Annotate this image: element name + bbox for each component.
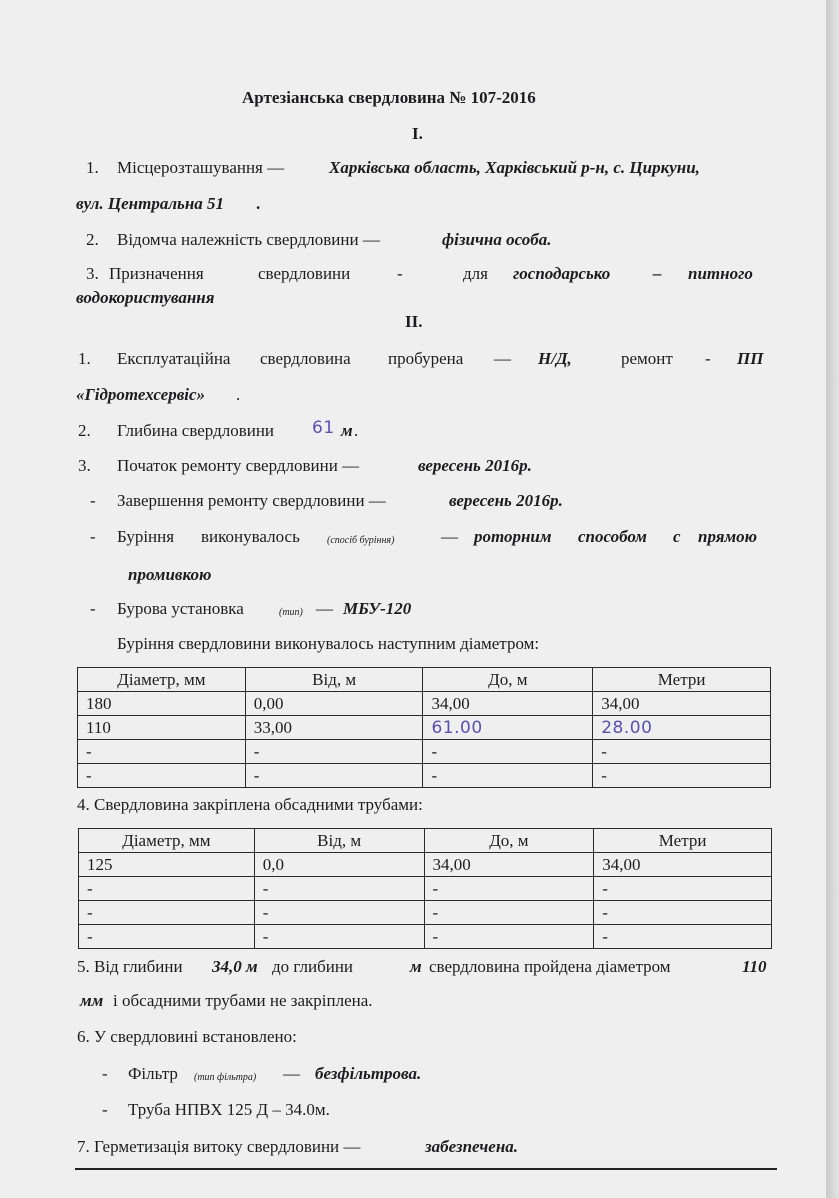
table-cell: 34,00 [593,692,771,716]
table-cell: 33,00 [245,716,423,740]
table-cell: - [78,764,246,788]
s1-item1-num: 1. [86,158,99,177]
table-cell: - [79,877,255,901]
s2-item5-note: (спосіб буріння) [327,535,395,546]
item5-diameter: 110 [742,957,767,976]
table-cell: 34,00 [423,692,593,716]
item5-lead: 5. Від глибини [77,957,183,976]
item5-mid: до глибини [272,957,354,976]
s2-item2-tail: . [354,421,359,440]
s2-item1-value-c: «Гідротехсервіс» [76,385,206,404]
column-header: Метри [593,668,771,692]
casing-title: 4. Свердловина закріплена обсадними трубами: [77,795,423,814]
column-header: До, м [423,668,593,692]
s2-item1-value: Н/Д, [538,349,572,368]
table-cell: - [245,764,423,788]
table-cell: - [254,925,424,949]
s2-item1-num: 1. [78,349,91,368]
table-cell: - [79,901,255,925]
table-cell: - [594,925,772,949]
s1-item2-label: Відомча належність свердловини — [117,230,380,249]
item5-tail: і обсадними трубами не закріплена. [113,991,373,1010]
item6-filter-bullet: - [102,1064,108,1083]
drilling-table-intro: Буріння свердловини виконувалось наступним діаметром: [117,634,540,653]
table-row [78,692,771,716]
table-cell: - [594,877,772,901]
s2-item6-value: МБУ-120 [343,599,412,618]
table-row [79,853,772,877]
table-cell: 34,00 [594,853,772,877]
table-row [79,925,772,949]
table-cell: 180 [78,692,246,716]
s2-item5-value-e: промивкою [128,565,212,584]
item6-text: 6. У свердловині встановлено: [77,1027,297,1046]
table-row [79,901,772,925]
s2-item5-value-b: способом [578,527,647,546]
item5-rest: свердловина пройдена діаметром [429,957,671,976]
table-cell: 0,00 [245,692,423,716]
s2-item1-label-b: свердловина [260,349,351,368]
s1-item3-dash2: – [653,264,662,283]
s2-item6-label: Бурова установка [117,599,244,618]
s1-item3-num: 3. [86,264,99,283]
table-cell: - [423,740,593,764]
item5-unit-m: м [410,957,422,976]
s1-item1-value-b: вул. Центральна 51 [76,194,225,213]
column-header: Метри [594,829,772,853]
s2-item3-value: вересень 2016р. [418,456,532,475]
section-1-heading: I. [412,124,423,143]
casing-pipes-table [78,828,772,949]
table-cell: 0,0 [254,853,424,877]
table-cell: - [593,764,771,788]
s2-item3-num: 3. [78,456,91,475]
s2-item2-depth-handwritten: 61 [312,418,335,438]
table-cell: 34,00 [424,853,594,877]
s2-item1-value-b: ПП [737,349,764,368]
table-cell: - [594,901,772,925]
column-header: Діаметр, мм [78,668,246,692]
column-header: До, м [424,829,594,853]
item6-filter-value: безфільтрова. [315,1064,422,1083]
s2-item2-unit: м [341,421,353,440]
column-header: Від, м [245,668,423,692]
s1-item1-label: Місцерозташування — [117,158,285,177]
table-row [79,877,772,901]
s1-item3-label-b: свердловини [258,264,351,283]
s2-item1-label-c: пробурена [388,349,464,368]
table-row [78,764,771,788]
s1-item3-value-b: питного [688,264,753,283]
s1-item3-value-a: господарсько [513,264,611,283]
item6-pipe-bullet: - [102,1100,108,1119]
table-cell: - [593,740,771,764]
page-edge [826,0,839,1198]
s1-item3-dash: - [397,264,403,283]
table-cell: - [79,925,255,949]
document-title: Артезіанська свердловина № 107-2016 [242,88,536,107]
s1-item3-label-c: для [463,264,488,283]
s2-item1-label-d: ремонт [621,349,673,368]
s1-item1-tail: . [256,194,261,213]
s2-item4-bullet: - [90,491,96,510]
s2-item4-label: Завершення ремонту свердловини — [117,491,386,510]
table-cell: 110 [78,716,246,740]
column-header: Від, м [254,829,424,853]
s2-item4-value: вересень 2016р. [449,491,563,510]
s1-item2-value: фізична особа. [442,230,552,249]
table-cell: - [423,764,593,788]
item6-filter-label: Фільтр [128,1064,178,1083]
s2-item6-note: (тип) [279,607,303,618]
s2-item1-label-a: Експлуатаційна [117,349,231,368]
item5-unit-mm: мм [80,991,104,1010]
column-header: Діаметр, мм [79,829,255,853]
item6-pipe-text: Труба НПВХ 125 Д – 34.0м. [128,1100,330,1119]
s2-item2-label: Глибина свердловини [117,421,275,440]
s2-item5-label-a: Буріння [117,527,175,546]
s2-item1-dash2: - [705,349,711,368]
s2-item5-value-d: прямою [698,527,758,546]
table-cell: - [245,740,423,764]
s2-item5-value-c: с [673,527,681,546]
s2-item5-dash: — [441,527,458,546]
table-header-row [79,829,772,853]
drilling-diameter-table [77,667,771,788]
bottom-rule [75,1168,777,1170]
s2-item1-dash: — [494,349,511,368]
section-2-heading: II. [405,312,423,331]
s2-item1-tail: . [236,385,241,404]
table-cell: - [254,901,424,925]
item6-filter-dash: — [283,1064,300,1083]
item5-depth: 34,0 м [212,957,258,976]
table-cell: - [424,877,594,901]
s2-item5-bullet: - [90,527,96,546]
s1-item3-label-a: Призначення [109,264,204,283]
s2-item5-label-b: виконувалось [201,527,300,546]
table-cell-handwritten: 28.00 [593,716,771,740]
s2-item6-bullet: - [90,599,96,618]
s1-item3-value-c: водокористування [76,288,215,307]
s2-item2-num: 2. [78,421,91,440]
table-cell: - [424,901,594,925]
s2-item6-dash: — [316,599,333,618]
table-cell: 125 [79,853,255,877]
item7-label: 7. Герметизація витоку свердловини — [77,1137,361,1156]
table-cell: - [254,877,424,901]
item6-filter-note: (тип фільтра) [194,1072,257,1083]
table-header-row [78,668,771,692]
s2-item5-value-a: роторним [474,527,552,546]
table-row [78,740,771,764]
s2-item3-label: Початок ремонту свердловини — [117,456,360,475]
s1-item2-num: 2. [86,230,99,249]
table-cell: - [78,740,246,764]
table-cell-handwritten: 61.00 [423,716,593,740]
s1-item1-value-a: Харківська область, Харківський р-н, с. Циркуни, [329,158,700,177]
table-cell: - [424,925,594,949]
table-row [78,716,771,740]
item7-value: забезпечена. [425,1137,519,1156]
